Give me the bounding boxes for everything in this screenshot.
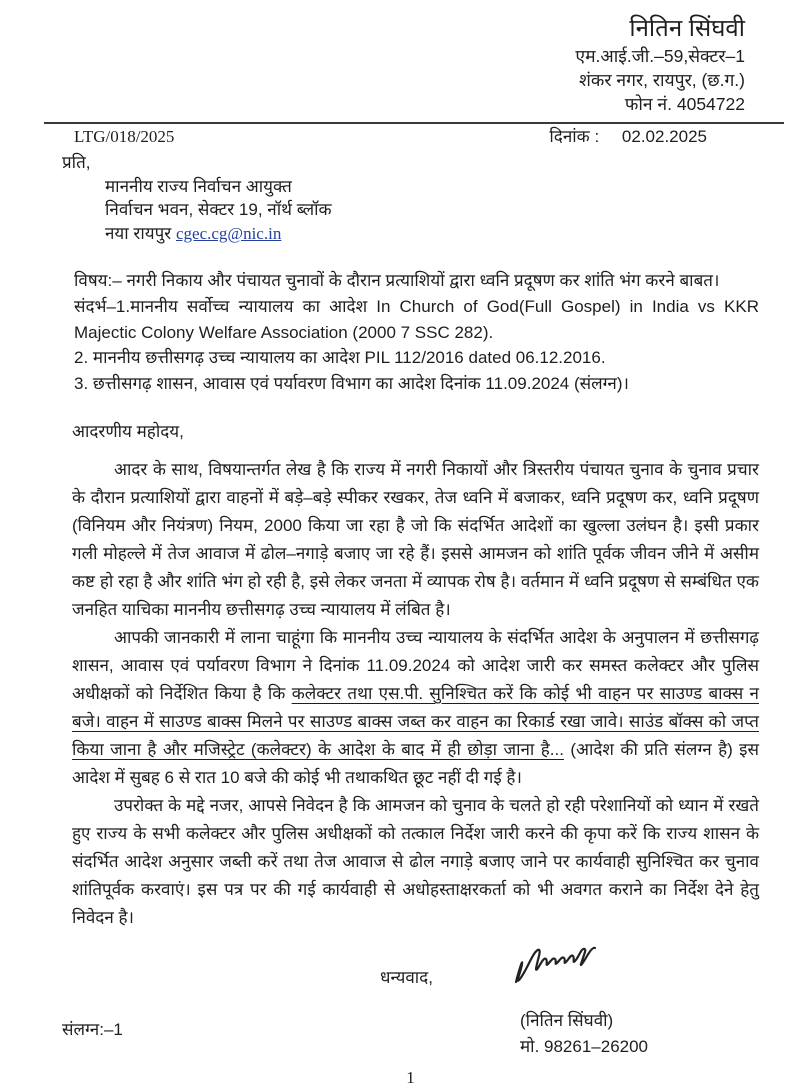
recipient-city: नया रायपुर (105, 223, 176, 243)
reference-item-3: 3. छत्तीसगढ़ शासन, आवास एवं पर्यावरण विभाग का आदेश दिनांक 11.09.2024 (संलग्न)। (74, 373, 629, 393)
subject-line: विषय:– नगरी निकाय और पंचायत चुनावों के दौरान प्रत्याशियों द्वारा ध्वनि प्रदूषण कर शांति भंग करने बाबत। (74, 271, 720, 290)
para2-text-after: (आदेश की प्रति संलग्न है) इस आदेश में सुबह 6 से रात 10 बजे की कोई भी तथाकथित छूट नहीं दी गई है। (72, 740, 759, 787)
enclosure-note: संलग्न:–1 (62, 1020, 123, 1039)
letter-ref-number: LTG/018/2025 (74, 127, 175, 146)
sender-address-line1: एम.आई.जी.–59,सेक्टर–1 (575, 46, 745, 66)
recipient-block (62, 151, 759, 245)
reference-item-1: संदर्भ–1.माननीय सर्वोच्च न्यायालय का आदेश In Church of God(Full Gospel) in India vs KKR Majectic Colony Welfare Association (2000 7 SSC 282). (74, 297, 759, 342)
recipient-line3 (105, 222, 759, 246)
letterhead-divider (44, 122, 784, 124)
signer-mobile: मो. 98261–26200 (520, 1037, 649, 1056)
body-paragraph-1: आदर के साथ, विषयान्तर्गत लेख है कि राज्य में नगरी निकायों और त्रिस्तरीय पंचायत चुनाव के चुनाव प्रचार के दौरान प्रत्याशियों द्वारा वाहनों में बड़े–बड़े स्पीकर रखकर, तेज ध्वनि में बजाकर, ध्वनि प्रदूषण कर, ध्वनि प्रदूषण (विनियम और नियंत्रण) नियम, 2000 किया जा रहा है जो कि संदर्भित आदेशों का खुल्ला उलंघन है। इसी प्रकार गली मोहल्ले में तेज आवाज में ढोल–नगाड़े बजाए जा रहे हैं। इससे आमजन को शांति पूर्वक जीवन जीने में असीम कष्ट हो रहा है और शांति भंग हो रही है, इसे लेकर जनता में व्यापक रोष है। वर्तमान में ध्वनि प्रदूषण से सम्बंधित एक जनहित याचिका माननीय छत्तीसगढ़ उच्च न्यायालय में लंबित है। (72, 460, 759, 619)
closing-row (62, 948, 759, 998)
sender-address-line2: शंकर नगर, रायपुर, (छ.ग.) (579, 70, 745, 90)
page-number: 1 (406, 1068, 415, 1087)
signature-block (62, 998, 759, 1056)
para2-underlined-directive: कलेक्टर तथा एस.पी. सुनिश्चित करें कि कोई भी वाहन पर साउण्ड बाक्स न बजे। वाहन में साउण्ड बाक्स मिलने पर साउण्ड बाक्स जब्त कर वाहन का रिकार्ड रखा जावे। साउंड बॉक्स को जप्त किया जाना है और मजिस्ट्रेट (कलेक्टर) के आदेश के बाद में ही छोड़ा जाना है... (72, 684, 759, 759)
para2-text-before: आपकी जानकारी में लाना चाहूंगा कि माननीय उच्च न्यायालय के संदर्भित आदेश के अनुपालन में छत्तीसगढ़ शासन, आवास एवं पर्यावरण विभाग ने दिनांक 11.09.2024 को आदेश जारी कर समस्त कलेक्टर और पुलिस अधीक्षकों को निर्देशित किया है कि (72, 628, 759, 703)
sender-name: नितिन सिंघवी (629, 15, 745, 42)
signer-identity (520, 1008, 648, 1060)
signer-name: (नितिन सिंघवी) (520, 1011, 614, 1030)
to-label: प्रति, (62, 153, 91, 172)
greeting: आदरणीय महोदय, (72, 422, 184, 441)
recipient-line2: निर्वाचन भवन, सेक्टर 19, नॉर्थ ब्लॉक (105, 200, 332, 219)
date-label: दिनांक : (549, 127, 600, 146)
recipient-email-link[interactable]: cgec.cg@nic.in (175, 223, 282, 243)
recipient-line1: माननीय राज्य निर्वाचन आयुक्त (105, 176, 292, 196)
reference-item-2: 2. माननीय छत्तीसगढ़ उच्च न्यायालय का आदेश PIL 112/2016 dated 06.12.2016. (74, 348, 606, 367)
letterhead (62, 14, 759, 116)
letter-date (549, 125, 759, 149)
sender-phone: फोन नं. 4054722 (624, 94, 745, 114)
ref-date-row (74, 125, 759, 149)
references-block (74, 294, 759, 396)
handwritten-signature-icon (510, 942, 606, 999)
body-paragraph-3: उपरोक्त के मद्दे नजर, आपसे निवेदन है कि आमजन को चुनाव के चलते हो रही परेशानियों को ध्यान में रखते हुए राज्य के सभी कलेक्टर और पुलिस अधीक्षकों को तत्काल निर्देश जारी करने की कृपा करें कि राज्य शासन के संदर्भित आदेश अनुसार जब्ती करें तथा तेज आवाज से ढोल नगाड़े बजाए जाने पर कार्यवाही सुनिश्चित कर चुनाव शांतिपूर्वक करवाएं। इस पत्र पर की गई कार्यवाही से अधोहस्ताक्षरकर्ता को भी अवगत कराने का निर्देश देने हेतु निवेदन है। (72, 796, 759, 927)
date-value: 02.02.2025 (621, 127, 707, 146)
thanks-text: धन्यवाद, (380, 968, 433, 987)
body-paragraph-2 (72, 624, 759, 792)
